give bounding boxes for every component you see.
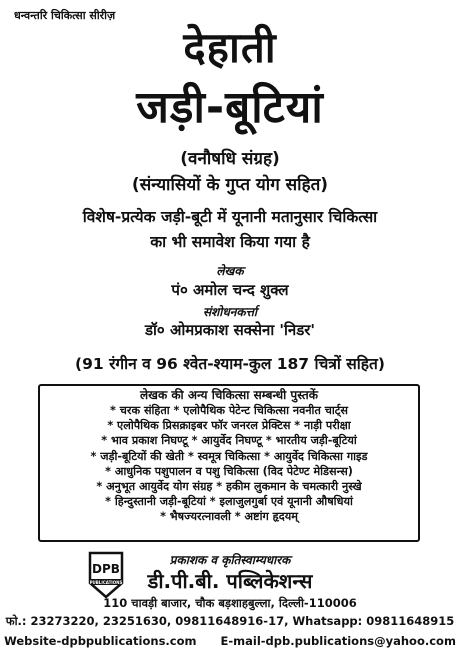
publisher-name: डी.पी.बी. पब्लिकेशन्स: [147, 569, 313, 593]
subtitle-1: (वनौषधि संग्रह): [180, 149, 280, 169]
book-list-line: * आधुनिक पशुपालन व पशु चिकित्सा (विद पेटेण्ट मेडिसन्स): [105, 464, 353, 478]
book-list-line: * अनुभूत आयुर्वेद योग संग्रह * हकीम लुकमान के चमत्कारी नुस्खे: [96, 480, 362, 494]
publisher-phones: फो.: 23273220, 23251630, 09811648916-17, Whatsapp: 09811648915: [5, 614, 455, 628]
editor-name: डॉ० ओमप्रकाश सक्सेना 'निडर': [145, 321, 315, 339]
publisher-contacts: [0, 634, 460, 648]
subtitle-2: (संन्यासियों के गुप्त योग सहित): [131, 175, 329, 195]
book-list-line: * जड़ी-बूटियों की खेती * स्वमूत्र चिकित्सा * आयुर्वेद चिकित्सा गाइड: [90, 449, 368, 463]
title-line-2: जड़ी-बूटियां: [136, 82, 324, 133]
book-list-line: * एलोपैथिक प्रिसक्राइबर फॉर जनरल प्रेक्टिस * नाड़ी परीक्षा: [107, 419, 351, 433]
other-books-heading: लेखक की अन्य चिकित्सा सम्बन्धी पुस्तकें: [140, 388, 318, 402]
description-line-1: विशेष-प्रत्येक जड़ी-बूटी में यूनानी मतानुसार चिकित्सा: [82, 208, 378, 226]
author-label: लेखक: [216, 264, 244, 278]
other-books-box: [38, 384, 420, 542]
description-line-2: का भी समावेश किया गया है: [150, 233, 310, 251]
editor-label: संशोधनकर्त्ता: [202, 305, 258, 319]
svg-text:PUBLICATIONS: PUBLICATIONS: [89, 580, 123, 585]
website-text: Website-dpbpublications.com: [4, 634, 197, 648]
author-name: पं० अमोल चन्द शुक्ल: [171, 281, 289, 299]
book-list-line: * हिन्दुस्तानी जड़ी-बूटियां * इलाजुलगुर्बा एवं यूनानी औषधियां: [105, 495, 353, 509]
email-text: E-mail-dpb.publications@yahoo.com: [220, 634, 456, 648]
title-line-1: देहाती: [183, 23, 277, 72]
book-list-line: * चरक संहिता * एलोपैथिक पेटेन्ट चिकित्सा नवनीत चार्ट्स: [110, 404, 348, 417]
book-list-line: * भाव प्रकाश निघण्टू * आयुर्वेद निघण्टू * भारतीय जड़ी-बूटियां: [101, 434, 357, 448]
publisher-address: 110 चावड़ी बाजार, चौक बड़शाहबुल्ला, दिल्ली-110006: [103, 596, 357, 610]
pictures-note: (91 रंगीन व 96 श्वेत-श्याम-कुल 187 चित्रों सहित): [75, 355, 385, 373]
series-name: धन्वन्तरि चिकित्सा सीरीज़: [14, 9, 116, 22]
svg-text:DPB: DPB: [92, 562, 120, 576]
book-list-line: * भैषज्यरत्नावली * अष्टांग हृदयम्: [160, 510, 298, 524]
publisher-label: प्रकाशक व कृतिस्वाम्यधारक: [169, 553, 291, 567]
